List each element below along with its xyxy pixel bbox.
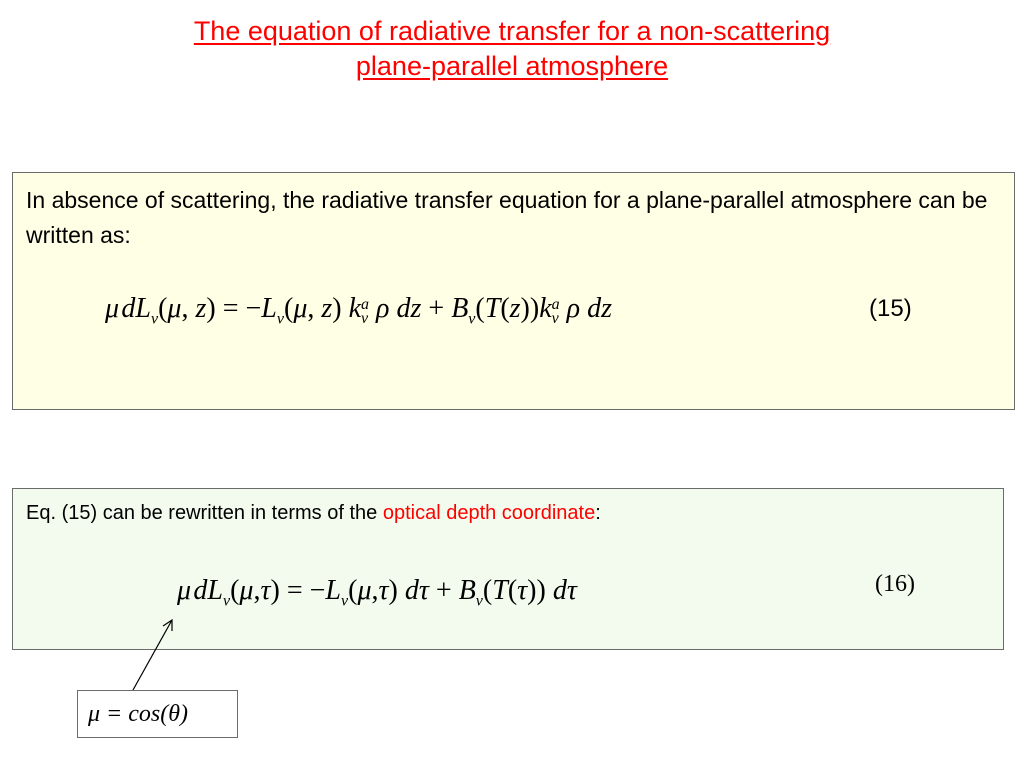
equation-16-number: (16)	[875, 571, 915, 597]
mu-definition: μ = cos(θ)	[88, 701, 189, 727]
equation-15: μ $dL_\nu(\mu$, $z) = -L_\nu(\mu$, z) k a ν ρ dz + $B_\nu(T(z))k$ a ν ρ dz	[105, 293, 612, 328]
intro-colon: :	[595, 502, 601, 524]
optical-depth-highlight: optical depth coordinate	[382, 502, 596, 524]
mu-definition-box	[77, 690, 238, 738]
equation-15-intro: In absence of scattering, the radiative transfer equation for a plane-parallel atmosphere can be written as:	[26, 187, 988, 248]
equation-15-number: (15)	[869, 295, 912, 322]
slide-title-line-1: The equation of radiative transfer for a non-scattering	[193, 16, 831, 46]
slide-title-line-2: plane-parallel atmosphere	[355, 51, 669, 81]
intro-text: Eq. (15) can be rewritten in terms of the	[26, 502, 383, 524]
equation-16: μ $dL_\nu(\mu,\tau) = -L_\nu(\mu,\tau) d\tau + B_\nu(T(\tau))$ dτ	[177, 575, 577, 610]
